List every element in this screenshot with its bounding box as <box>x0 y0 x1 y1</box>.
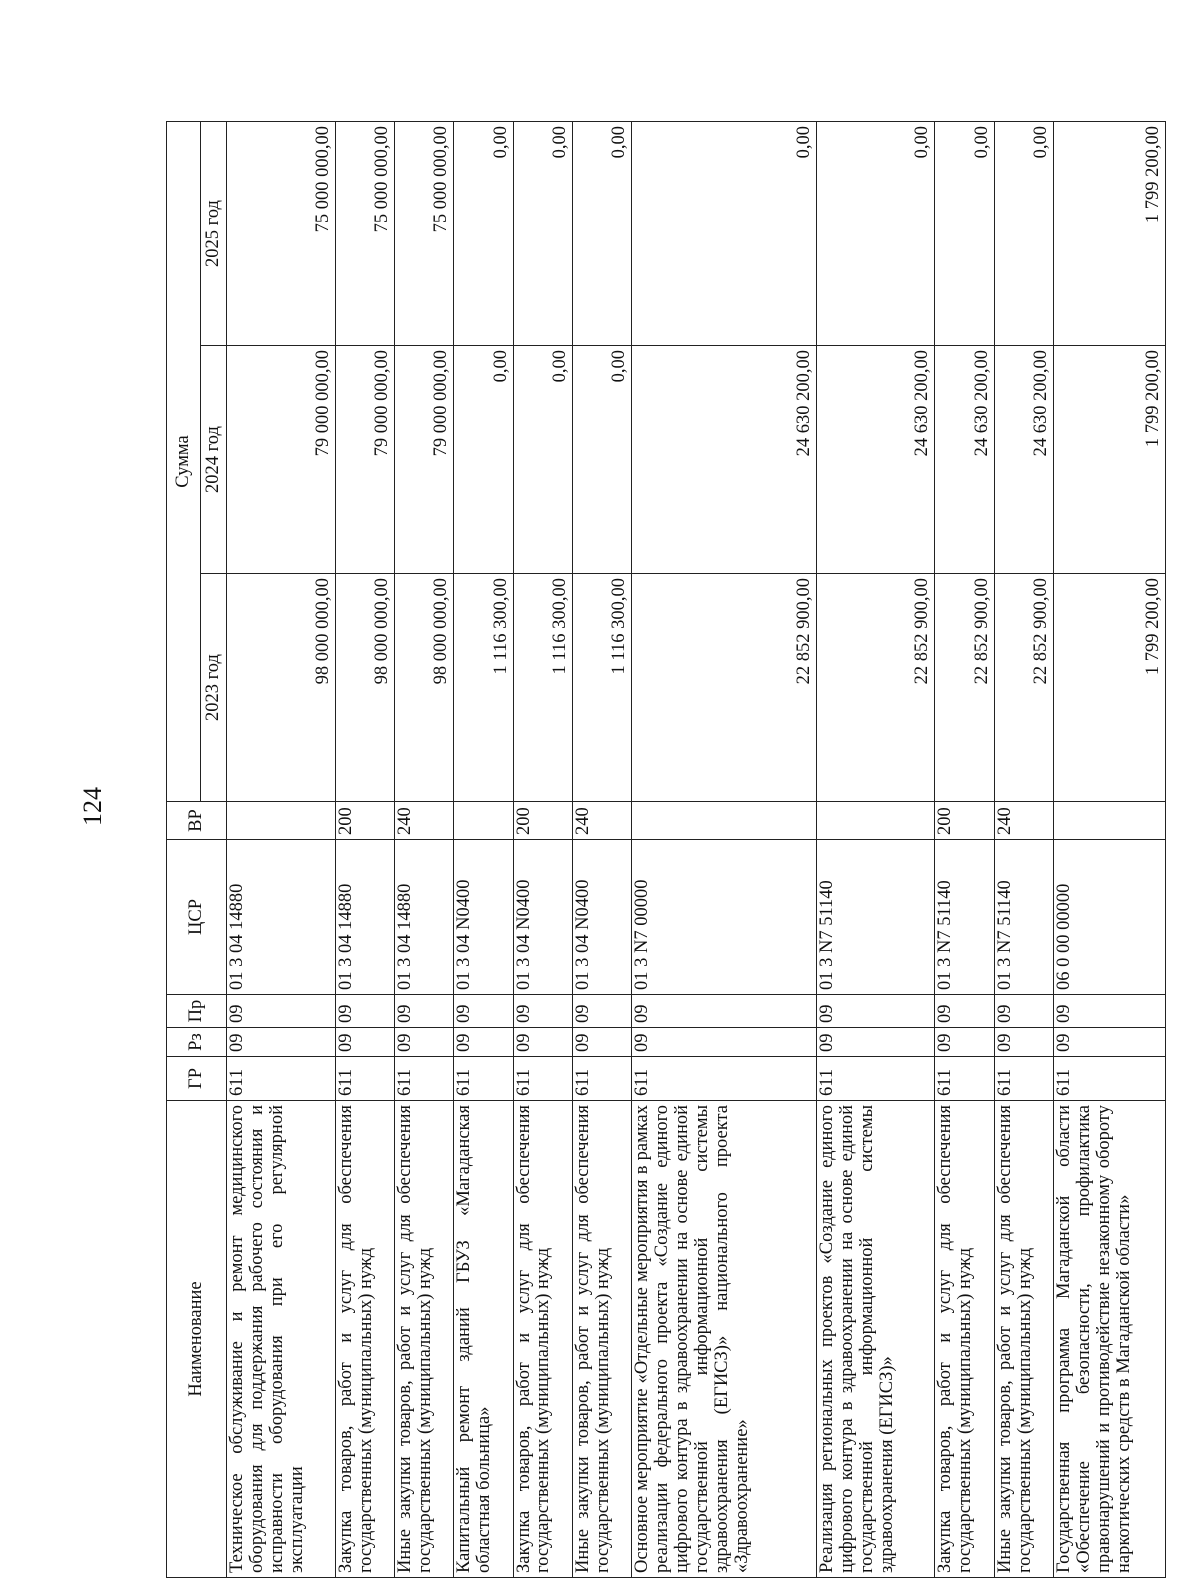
row-csr: 01 3 N7 51140 <box>816 840 934 995</box>
row-rz: 09 <box>513 1028 572 1057</box>
row-gr: 611 <box>994 1057 1053 1101</box>
row-csr: 01 3 04 14880 <box>335 840 394 995</box>
table-row <box>335 121 394 1577</box>
table-row <box>816 121 934 1577</box>
row-csr: 01 3 N7 51140 <box>994 840 1053 995</box>
table-row <box>994 121 1053 1577</box>
row-gr: 611 <box>335 1057 394 1101</box>
row-2024: 0,00 <box>454 346 513 574</box>
table-row <box>454 121 513 1577</box>
row-vr <box>1053 802 1165 840</box>
row-csr: 01 3 04 N0400 <box>513 840 572 995</box>
row-name: Закупка товаров, работ и услуг для обеспечения государственных (муниципальных) нужд <box>935 1101 994 1578</box>
row-2023: 98 000 000,00 <box>227 574 336 802</box>
row-2023: 22 852 900,00 <box>994 574 1053 802</box>
row-2025: 0,00 <box>513 121 572 345</box>
header-2024: 2024 год <box>201 346 227 574</box>
header-csr: ЦСР <box>167 840 227 995</box>
row-2023: 22 852 900,00 <box>935 574 994 802</box>
row-pr: 09 <box>631 995 816 1028</box>
row-pr: 09 <box>513 995 572 1028</box>
row-2023: 1 116 300,00 <box>572 574 631 802</box>
row-rz: 09 <box>454 1028 513 1057</box>
row-rz: 09 <box>335 1028 394 1057</box>
budget-table <box>166 121 1166 1578</box>
row-2025: 0,00 <box>454 121 513 345</box>
row-2023: 22 852 900,00 <box>816 574 934 802</box>
row-2024: 24 630 200,00 <box>816 346 934 574</box>
row-pr: 09 <box>572 995 631 1028</box>
table-row <box>1053 121 1165 1577</box>
row-2025: 75 000 000,00 <box>335 121 394 345</box>
row-2024: 24 630 200,00 <box>994 346 1053 574</box>
table-row <box>513 121 572 1577</box>
row-csr: 01 3 04 14880 <box>395 840 454 995</box>
row-2024: 79 000 000,00 <box>227 346 336 574</box>
row-rz: 09 <box>227 1028 336 1057</box>
header-rz: Рз <box>167 1028 227 1057</box>
row-vr: 240 <box>395 802 454 840</box>
row-2025: 0,00 <box>631 121 816 345</box>
row-2025: 0,00 <box>572 121 631 345</box>
row-pr: 09 <box>1053 995 1165 1028</box>
row-2023: 98 000 000,00 <box>335 574 394 802</box>
row-2023: 1 116 300,00 <box>513 574 572 802</box>
row-name: Закупка товаров, работ и услуг для обеспечения государственных (муниципальных) нужд <box>335 1101 394 1578</box>
row-csr: 01 3 04 14880 <box>227 840 336 995</box>
row-pr: 09 <box>227 995 336 1028</box>
row-csr: 01 3 04 N0400 <box>454 840 513 995</box>
row-name: Иные закупки товаров, работ и услуг для обеспечения государственных (муниципальных) нужд <box>994 1101 1053 1578</box>
row-gr: 611 <box>816 1057 934 1101</box>
row-2024: 0,00 <box>572 346 631 574</box>
header-name: Наименование <box>167 1101 227 1578</box>
row-2024: 24 630 200,00 <box>935 346 994 574</box>
row-gr: 611 <box>454 1057 513 1101</box>
row-vr: 200 <box>335 802 394 840</box>
row-2025: 1 799 200,00 <box>1053 121 1165 345</box>
row-name: Техническое обслуживание и ремонт медицинского оборудования для поддержания рабочего состояния и исправности оборудования при его регулярной эксплуатации <box>227 1101 336 1578</box>
row-2023: 98 000 000,00 <box>395 574 454 802</box>
row-rz: 09 <box>631 1028 816 1057</box>
row-rz: 09 <box>395 1028 454 1057</box>
page-number: 124 <box>78 787 107 826</box>
row-2025: 0,00 <box>935 121 994 345</box>
row-gr: 611 <box>935 1057 994 1101</box>
row-name: Закупка товаров, работ и услуг для обеспечения государственных (муниципальных) нужд <box>513 1101 572 1578</box>
row-gr: 611 <box>1053 1057 1165 1101</box>
row-vr <box>454 802 513 840</box>
row-name: Реализация региональных проектов «Создание единого цифрового контура в здравоохранении на основе единой государственной информационной системы здравоохранения (ЕГИСЗ)» <box>816 1101 934 1578</box>
row-name: Иные закупки товаров, работ и услуг для обеспечения государственных (муниципальных) нужд <box>395 1101 454 1578</box>
row-pr: 09 <box>335 995 394 1028</box>
row-vr: 200 <box>935 802 994 840</box>
header-2023: 2023 год <box>201 574 227 802</box>
row-vr <box>816 802 934 840</box>
header-gr: ГР <box>167 1057 227 1101</box>
row-2023: 1 116 300,00 <box>454 574 513 802</box>
row-rz: 09 <box>1053 1028 1165 1057</box>
row-name: Основное мероприятие «Отдельные мероприятия в рамках реализации федерального проекта «Создание единого цифрового контура в здравоохранении на основе единой государственной информационной системы здравоохранения (ЕГИСЗ)» национального проекта «Здравоохранение» <box>631 1101 816 1578</box>
row-2025: 0,00 <box>816 121 934 345</box>
row-gr: 611 <box>631 1057 816 1101</box>
row-name: Иные закупки товаров, работ и услуг для обеспечения государственных (муниципальных) нужд <box>572 1101 631 1578</box>
row-2024: 24 630 200,00 <box>631 346 816 574</box>
row-gr: 611 <box>513 1057 572 1101</box>
row-2025: 0,00 <box>994 121 1053 345</box>
row-vr: 240 <box>994 802 1053 840</box>
row-csr: 06 0 00 00000 <box>1053 840 1165 995</box>
row-name: Государственная программа Магаданской области «Обеспечение безопасности, профилактика правонарушений и противодействие незаконному обороту наркотических средств в Магаданской области» <box>1053 1101 1165 1578</box>
row-2024: 79 000 000,00 <box>395 346 454 574</box>
row-pr: 09 <box>395 995 454 1028</box>
header-vr: ВР <box>167 802 227 840</box>
row-pr: 09 <box>454 995 513 1028</box>
row-vr: 200 <box>513 802 572 840</box>
table-row <box>631 121 816 1577</box>
row-gr: 611 <box>395 1057 454 1101</box>
header-sum: Сумма <box>167 121 201 801</box>
row-2025: 75 000 000,00 <box>395 121 454 345</box>
table-row <box>935 121 994 1577</box>
header-2025: 2025 год <box>201 121 227 345</box>
row-2024: 79 000 000,00 <box>335 346 394 574</box>
table-row <box>395 121 454 1577</box>
table-row <box>572 121 631 1577</box>
row-csr: 01 3 04 N0400 <box>572 840 631 995</box>
row-vr <box>631 802 816 840</box>
row-2025: 75 000 000,00 <box>227 121 336 345</box>
row-pr: 09 <box>935 995 994 1028</box>
row-rz: 09 <box>816 1028 934 1057</box>
row-csr: 01 3 N7 51140 <box>935 840 994 995</box>
table-header-row-top <box>167 121 201 1577</box>
rotated-table-wrapper <box>166 122 1166 1578</box>
row-2024: 0,00 <box>513 346 572 574</box>
row-gr: 611 <box>227 1057 336 1101</box>
row-name: Капитальный ремонт зданий ГБУЗ «Магаданская областная больница» <box>454 1101 513 1578</box>
table-row <box>227 121 336 1577</box>
row-csr: 01 3 N7 00000 <box>631 840 816 995</box>
row-2024: 1 799 200,00 <box>1053 346 1165 574</box>
row-gr: 611 <box>572 1057 631 1101</box>
row-pr: 09 <box>994 995 1053 1028</box>
row-rz: 09 <box>935 1028 994 1057</box>
row-2023: 1 799 200,00 <box>1053 574 1165 802</box>
row-2023: 22 852 900,00 <box>631 574 816 802</box>
row-vr <box>227 802 336 840</box>
row-rz: 09 <box>994 1028 1053 1057</box>
row-rz: 09 <box>572 1028 631 1057</box>
row-vr: 240 <box>572 802 631 840</box>
header-pr: Пр <box>167 995 227 1028</box>
row-pr: 09 <box>816 995 934 1028</box>
